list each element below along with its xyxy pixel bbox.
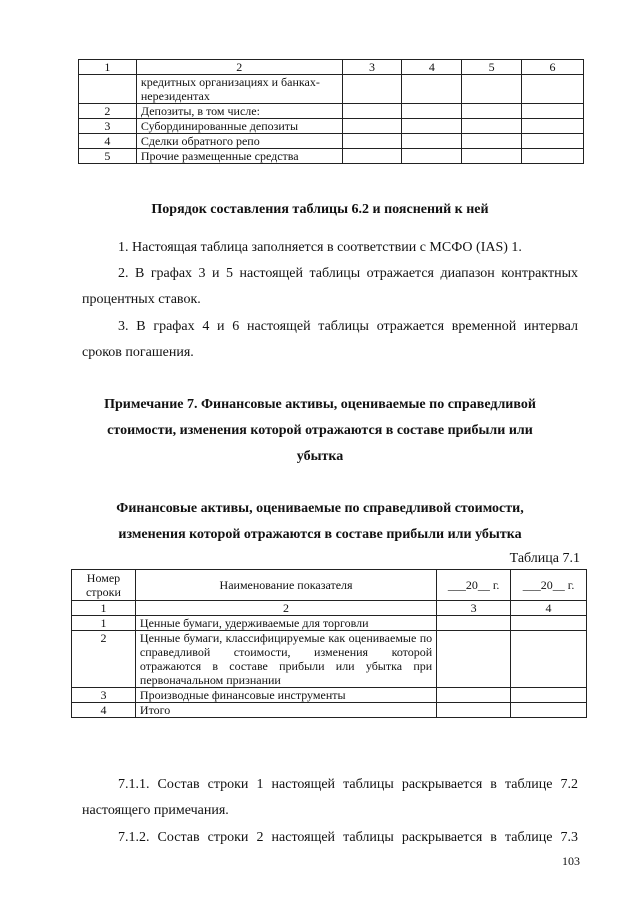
header-cell: 4 xyxy=(402,60,462,75)
empty-cell xyxy=(522,149,584,164)
header-cell: 1 xyxy=(79,60,137,75)
row-name: Депозиты, в том числе: xyxy=(136,104,342,119)
paragraph: 1. Настоящая таблица заполняется в соответствии с МСФО (IAS) 1. xyxy=(118,240,522,255)
empty-cell xyxy=(511,616,587,631)
index-cell: 1 xyxy=(72,601,136,616)
note-heading-line: Примечание 7. Финансовые активы, оцениваемые по справедливой xyxy=(104,397,536,412)
row-number: 1 xyxy=(72,616,136,631)
table-row xyxy=(79,104,584,119)
table-row xyxy=(79,149,584,164)
row-number: 5 xyxy=(79,149,137,164)
paragraph: 3. В графах 4 и 6 настоящей таблицы отражается временной интервал xyxy=(118,319,578,334)
row-name: Производные финансовые инструменты xyxy=(135,688,436,703)
empty-cell xyxy=(511,703,587,718)
empty-cell xyxy=(522,104,584,119)
empty-cell xyxy=(462,149,522,164)
table-row xyxy=(79,75,584,104)
table-header-row xyxy=(72,570,587,601)
empty-cell xyxy=(462,134,522,149)
row-number: 4 xyxy=(72,703,136,718)
paragraph: процентных ставок. xyxy=(82,292,201,307)
row-name: Итого xyxy=(135,703,436,718)
header-cell: 5 xyxy=(462,60,522,75)
empty-cell xyxy=(462,75,522,104)
row-name: Субординированные депозиты xyxy=(136,119,342,134)
row-name: Ценные бумаги, классифицируемые как оцениваемые по справедливой стоимости, изменения которой отражаются в составе прибыли или убытка при первоначальном признании xyxy=(135,631,436,688)
page-number: 103 xyxy=(562,854,580,868)
empty-cell xyxy=(402,149,462,164)
empty-cell xyxy=(437,703,511,718)
empty-cell xyxy=(462,104,522,119)
empty-cell xyxy=(342,134,402,149)
row-name: Ценные бумаги, удерживаемые для торговли xyxy=(135,616,436,631)
header-cell: 2 xyxy=(136,60,342,75)
empty-cell xyxy=(402,134,462,149)
paragraph: сроков погашения. xyxy=(82,345,194,360)
empty-cell xyxy=(342,149,402,164)
empty-cell xyxy=(522,119,584,134)
empty-cell xyxy=(511,688,587,703)
empty-cell xyxy=(437,631,511,688)
index-cell: 4 xyxy=(511,601,587,616)
row-number: 3 xyxy=(79,119,137,134)
index-cell: 2 xyxy=(135,601,436,616)
empty-cell xyxy=(402,75,462,104)
paragraph: 2. В графах 3 и 5 настоящей таблицы отражается диапазон контрактных xyxy=(118,266,578,281)
row-name: Сделки обратного репо xyxy=(136,134,342,149)
row-number: 3 xyxy=(72,688,136,703)
table-row xyxy=(79,119,584,134)
empty-cell xyxy=(437,688,511,703)
row-number: 2 xyxy=(72,631,136,688)
header-cell: ___20__ г. xyxy=(437,570,511,601)
empty-cell xyxy=(462,119,522,134)
table-row xyxy=(72,616,587,631)
table-7-1 xyxy=(71,569,587,718)
header-cell: 3 xyxy=(342,60,402,75)
empty-cell xyxy=(342,104,402,119)
header-cell: Наименование показателя xyxy=(135,570,436,601)
table-header-row xyxy=(79,60,584,75)
empty-cell xyxy=(511,631,587,688)
empty-cell xyxy=(522,75,584,104)
row-number xyxy=(79,75,137,104)
table-row xyxy=(79,134,584,149)
note-heading-line: убытка xyxy=(296,449,344,464)
header-cell: Номер строки xyxy=(72,570,136,601)
row-name: кредитных организациях и банках-нерезидентах xyxy=(136,75,342,104)
row-number: 4 xyxy=(79,134,137,149)
paragraph: 7.1.1. Состав строки 1 настоящей таблицы раскрывается в таблице 7.2 xyxy=(118,777,578,792)
note-heading-line: стоимости, изменения которой отражаются в составе прибыли или xyxy=(107,423,533,438)
table-title-line: Финансовые активы, оцениваемые по справедливой стоимости, xyxy=(116,501,524,516)
table-row xyxy=(72,703,587,718)
paragraph: 7.1.2. Состав строки 2 настоящей таблицы раскрывается в таблице 7.3 xyxy=(118,830,578,845)
table-6-2-continuation xyxy=(78,59,584,164)
header-cell: 6 xyxy=(522,60,584,75)
row-number: 2 xyxy=(79,104,137,119)
table-index-row xyxy=(72,601,587,616)
table-title-line: изменения которой отражаются в составе прибыли или убытка xyxy=(118,527,522,542)
empty-cell xyxy=(342,119,402,134)
table-row xyxy=(72,688,587,703)
empty-cell xyxy=(342,75,402,104)
table-label: Таблица 7.1 xyxy=(509,551,580,566)
section-heading: Порядок составления таблицы 6.2 и пояснений к ней xyxy=(151,202,489,217)
header-cell: ___20__ г. xyxy=(511,570,587,601)
empty-cell xyxy=(437,616,511,631)
empty-cell xyxy=(522,134,584,149)
paragraph: настоящего примечания. xyxy=(82,803,229,818)
row-name: Прочие размещенные средства xyxy=(136,149,342,164)
empty-cell xyxy=(402,104,462,119)
table-row xyxy=(72,631,587,688)
index-cell: 3 xyxy=(437,601,511,616)
empty-cell xyxy=(402,119,462,134)
